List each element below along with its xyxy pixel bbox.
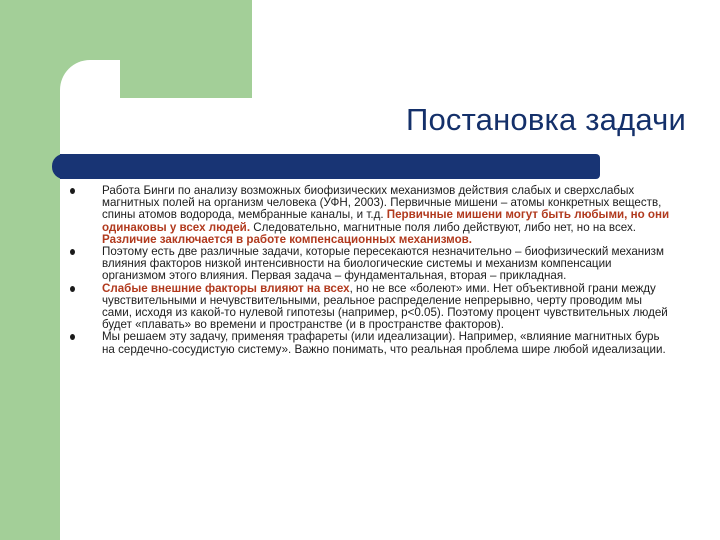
highlight-text: Различие заключается в работе компенсационных механизмов. — [102, 232, 473, 246]
text-segment: Поэтому есть две различные задачи, которые пересекаются незначительно – биофизический механизм влияния факторов низкой интенсивности на биологические системы и механизм компенсации организмом этого влияния. Первая задача – фундаментальная, вторая – прикладная. — [102, 245, 664, 283]
list-item — [70, 185, 670, 246]
title-rule — [60, 154, 600, 179]
bullet-icon — [70, 334, 75, 340]
list-item — [70, 331, 670, 355]
top-left-green-block — [0, 0, 252, 98]
list-item — [70, 283, 670, 332]
slide-title: Постановка задачи — [405, 102, 686, 137]
bullet-icon — [70, 286, 75, 292]
text-segment: Работа Бинги по анализу возможных биофизических механизмов действия слабых и сверхслабых магнитных полей на организм человека (УФН, 2003). Первичные мишени – атомы конкретных веществ, спины атомов водорода, мембранные каналы, и т.д. — [102, 184, 662, 222]
bullet-list — [70, 185, 670, 356]
text-segment: , но не все «болеют» ими. Нет объективной грани между чувствительными и нечувствительными, реальное распределение непрерывно, черту проводим мы сами, исходя из какой-то нулевой гипотезы (например, p<0.05). Поэтому процент чувствительных людей будет «плавать» во времени и пространстве (и в пространстве факторов). — [102, 281, 668, 332]
text-segment: Следовательно, магнитные поля либо действуют, либо нет, но на всех. — [250, 220, 636, 234]
highlight-text: Слабые внешние факторы влияют на всех — [102, 281, 350, 295]
highlight-text: Первичные мишени могут быть любыми, но они одинаковы у всех людей. — [102, 208, 670, 234]
text-segment: Мы решаем эту задачу, применяя трафареты (или идеализации). Например, «влияние магнитных бурь на сердечно-сосудистую систему». Важно понимать, что реальная проблема шире любой идеализации. — [102, 330, 666, 356]
list-item — [70, 246, 670, 283]
bullet-icon — [70, 249, 75, 255]
bullet-icon — [70, 188, 75, 194]
decorative-corner — [60, 60, 120, 120]
